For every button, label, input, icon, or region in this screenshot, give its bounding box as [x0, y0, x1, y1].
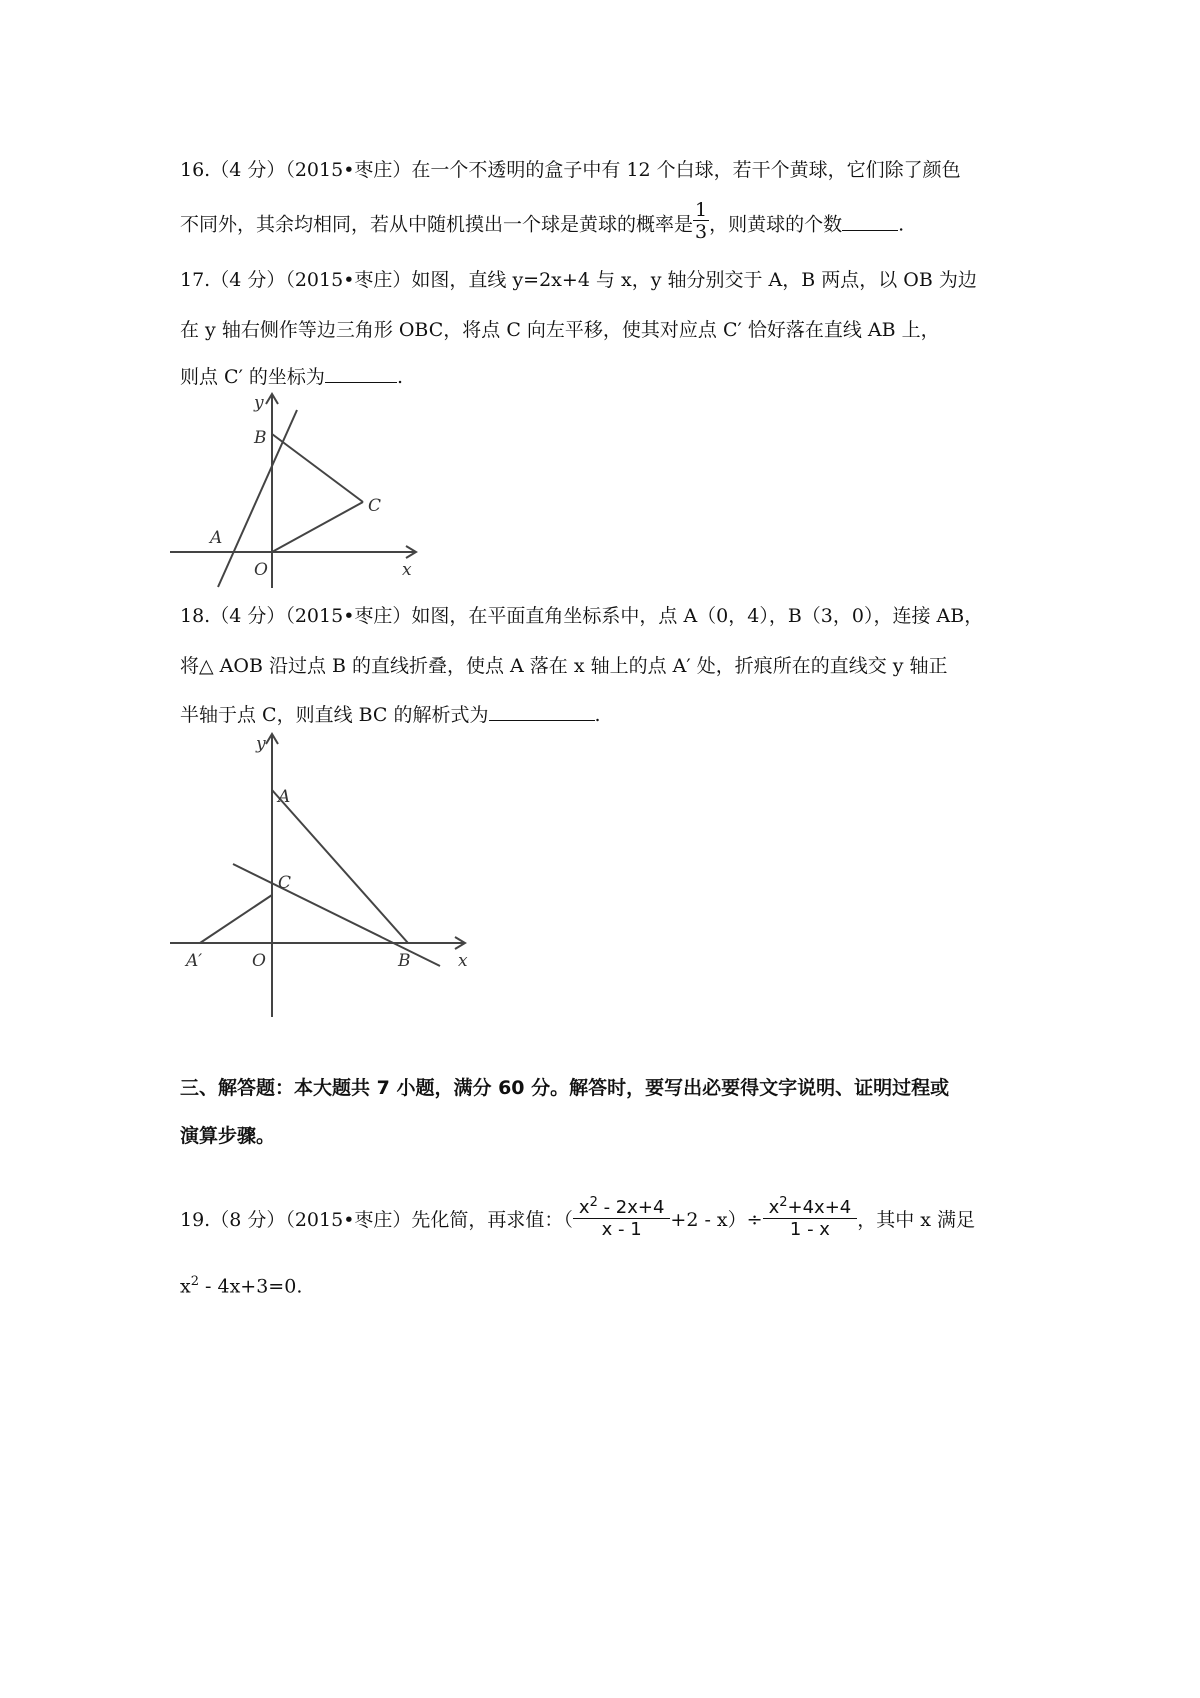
q16-frac-den: 3 — [695, 221, 708, 243]
q19-prefix: 19.（8 分）（2015•枣庄）先化简，再求值：（ — [180, 1209, 573, 1231]
q18-segment-a-prime-c — [200, 895, 272, 943]
q17-label-b: B — [254, 428, 267, 448]
q17-label-y: y — [254, 393, 264, 413]
q18-figure — [170, 730, 480, 1020]
q19-middle: +2 - x）÷ — [670, 1209, 763, 1231]
q16-text-b: ，则黄球的个数 — [709, 213, 843, 236]
q16-frac-num: 1 — [695, 199, 708, 221]
q19-line2-base: x — [180, 1275, 191, 1298]
q18-segment-ab — [272, 790, 408, 943]
q16-fraction — [693, 200, 709, 243]
q18-label-o: O — [252, 951, 266, 971]
q17-end: . — [396, 366, 403, 388]
q18-line2: 将△ AOB 沿过点 B 的直线折叠，使点 A 落在 x 轴上的点 A′ 处，折痕所在的直线交 y 轴正 — [180, 655, 948, 677]
q18-text-a: 半轴于点 C，则直线 BC 的解析式为 — [180, 704, 489, 726]
q17-label-c: C — [368, 496, 382, 516]
q18-label-y: y — [256, 734, 266, 754]
q16-line2 — [180, 199, 905, 247]
section3-heading-line2: 演算步骤。 — [180, 1125, 276, 1147]
q19-suffix: ，其中 x 满足 — [857, 1209, 976, 1231]
q19-fraction-1 — [573, 1193, 671, 1241]
q18-label-c: C — [278, 873, 292, 893]
q16-text-a: 不同外，其余均相同，若从中随机摸出一个球是黄球的概率是 — [180, 213, 694, 236]
q19-fraction-2 — [763, 1193, 858, 1241]
q16-line1: 16.（4 分）（2015•枣庄）在一个不透明的盒子中有 12 个白球，若干个黄球，它们除了颜色 — [180, 159, 961, 181]
q17-line2: 在 y 轴右侧作等边三角形 OBC，将点 C 向左平移，使其对应点 C′ 恰好落在直线 AB 上， — [180, 319, 940, 341]
q17-text-a: 则点 C′ 的坐标为 — [180, 366, 325, 388]
q17-segment-oc — [272, 502, 363, 552]
q17-figure — [170, 392, 430, 592]
q18-label-a: A — [278, 787, 291, 807]
q18-line3 — [180, 700, 601, 729]
q18-answer-blank[interactable] — [489, 700, 595, 721]
q17-line3 — [180, 362, 403, 391]
q16-end: . — [898, 213, 905, 236]
q18-label-b: B — [398, 951, 411, 971]
q19-frac1-num-rest: - 2x+4 — [597, 1197, 665, 1218]
q19-frac1-num — [573, 1193, 671, 1218]
q17-label-a: A — [210, 528, 223, 548]
q17-answer-blank[interactable] — [325, 362, 397, 383]
q18-end: . — [594, 704, 601, 726]
q19-frac1-num-base: x — [578, 1197, 590, 1218]
q19-line1 — [180, 1190, 975, 1250]
q19-frac1-den: x - 1 — [573, 1218, 671, 1241]
q19-frac2-num-rest: +4x+4 — [787, 1197, 852, 1218]
q18-label-x: x — [458, 951, 468, 971]
q19-line2-exp: 2 — [190, 1274, 199, 1289]
q17-line1: 17.（4 分）（2015•枣庄）如图，直线 y=2x+4 与 x，y 轴分别交于 A，B 两点，以 OB 为边 — [180, 269, 977, 291]
q19-frac2-num-base: x — [768, 1197, 780, 1218]
q17-label-o: O — [254, 560, 268, 580]
section3-heading-line1: 三、解答题：本大题共 7 小题，满分 60 分。解答时，要写出必要得文字说明、证明过程或 — [180, 1077, 950, 1099]
q17-label-x: x — [402, 560, 412, 580]
q19-frac2-den: 1 - x — [763, 1218, 858, 1241]
q19-line2-rest: - 4x+3=0. — [199, 1275, 303, 1298]
q19-frac2-num-exp: 2 — [779, 1195, 788, 1210]
q19-frac1-num-exp: 2 — [589, 1195, 598, 1210]
q16-answer-blank[interactable] — [842, 210, 898, 231]
q19-line2 — [180, 1268, 302, 1300]
q18-line1: 18.（4 分）（2015•枣庄）如图，在平面直角坐标系中，点 A（0，4），B（3，0），连接 AB， — [180, 605, 984, 627]
q18-label-a-prime: A′ — [186, 951, 203, 971]
q19-frac2-num — [763, 1193, 858, 1218]
q17-segment-bc — [272, 434, 363, 502]
